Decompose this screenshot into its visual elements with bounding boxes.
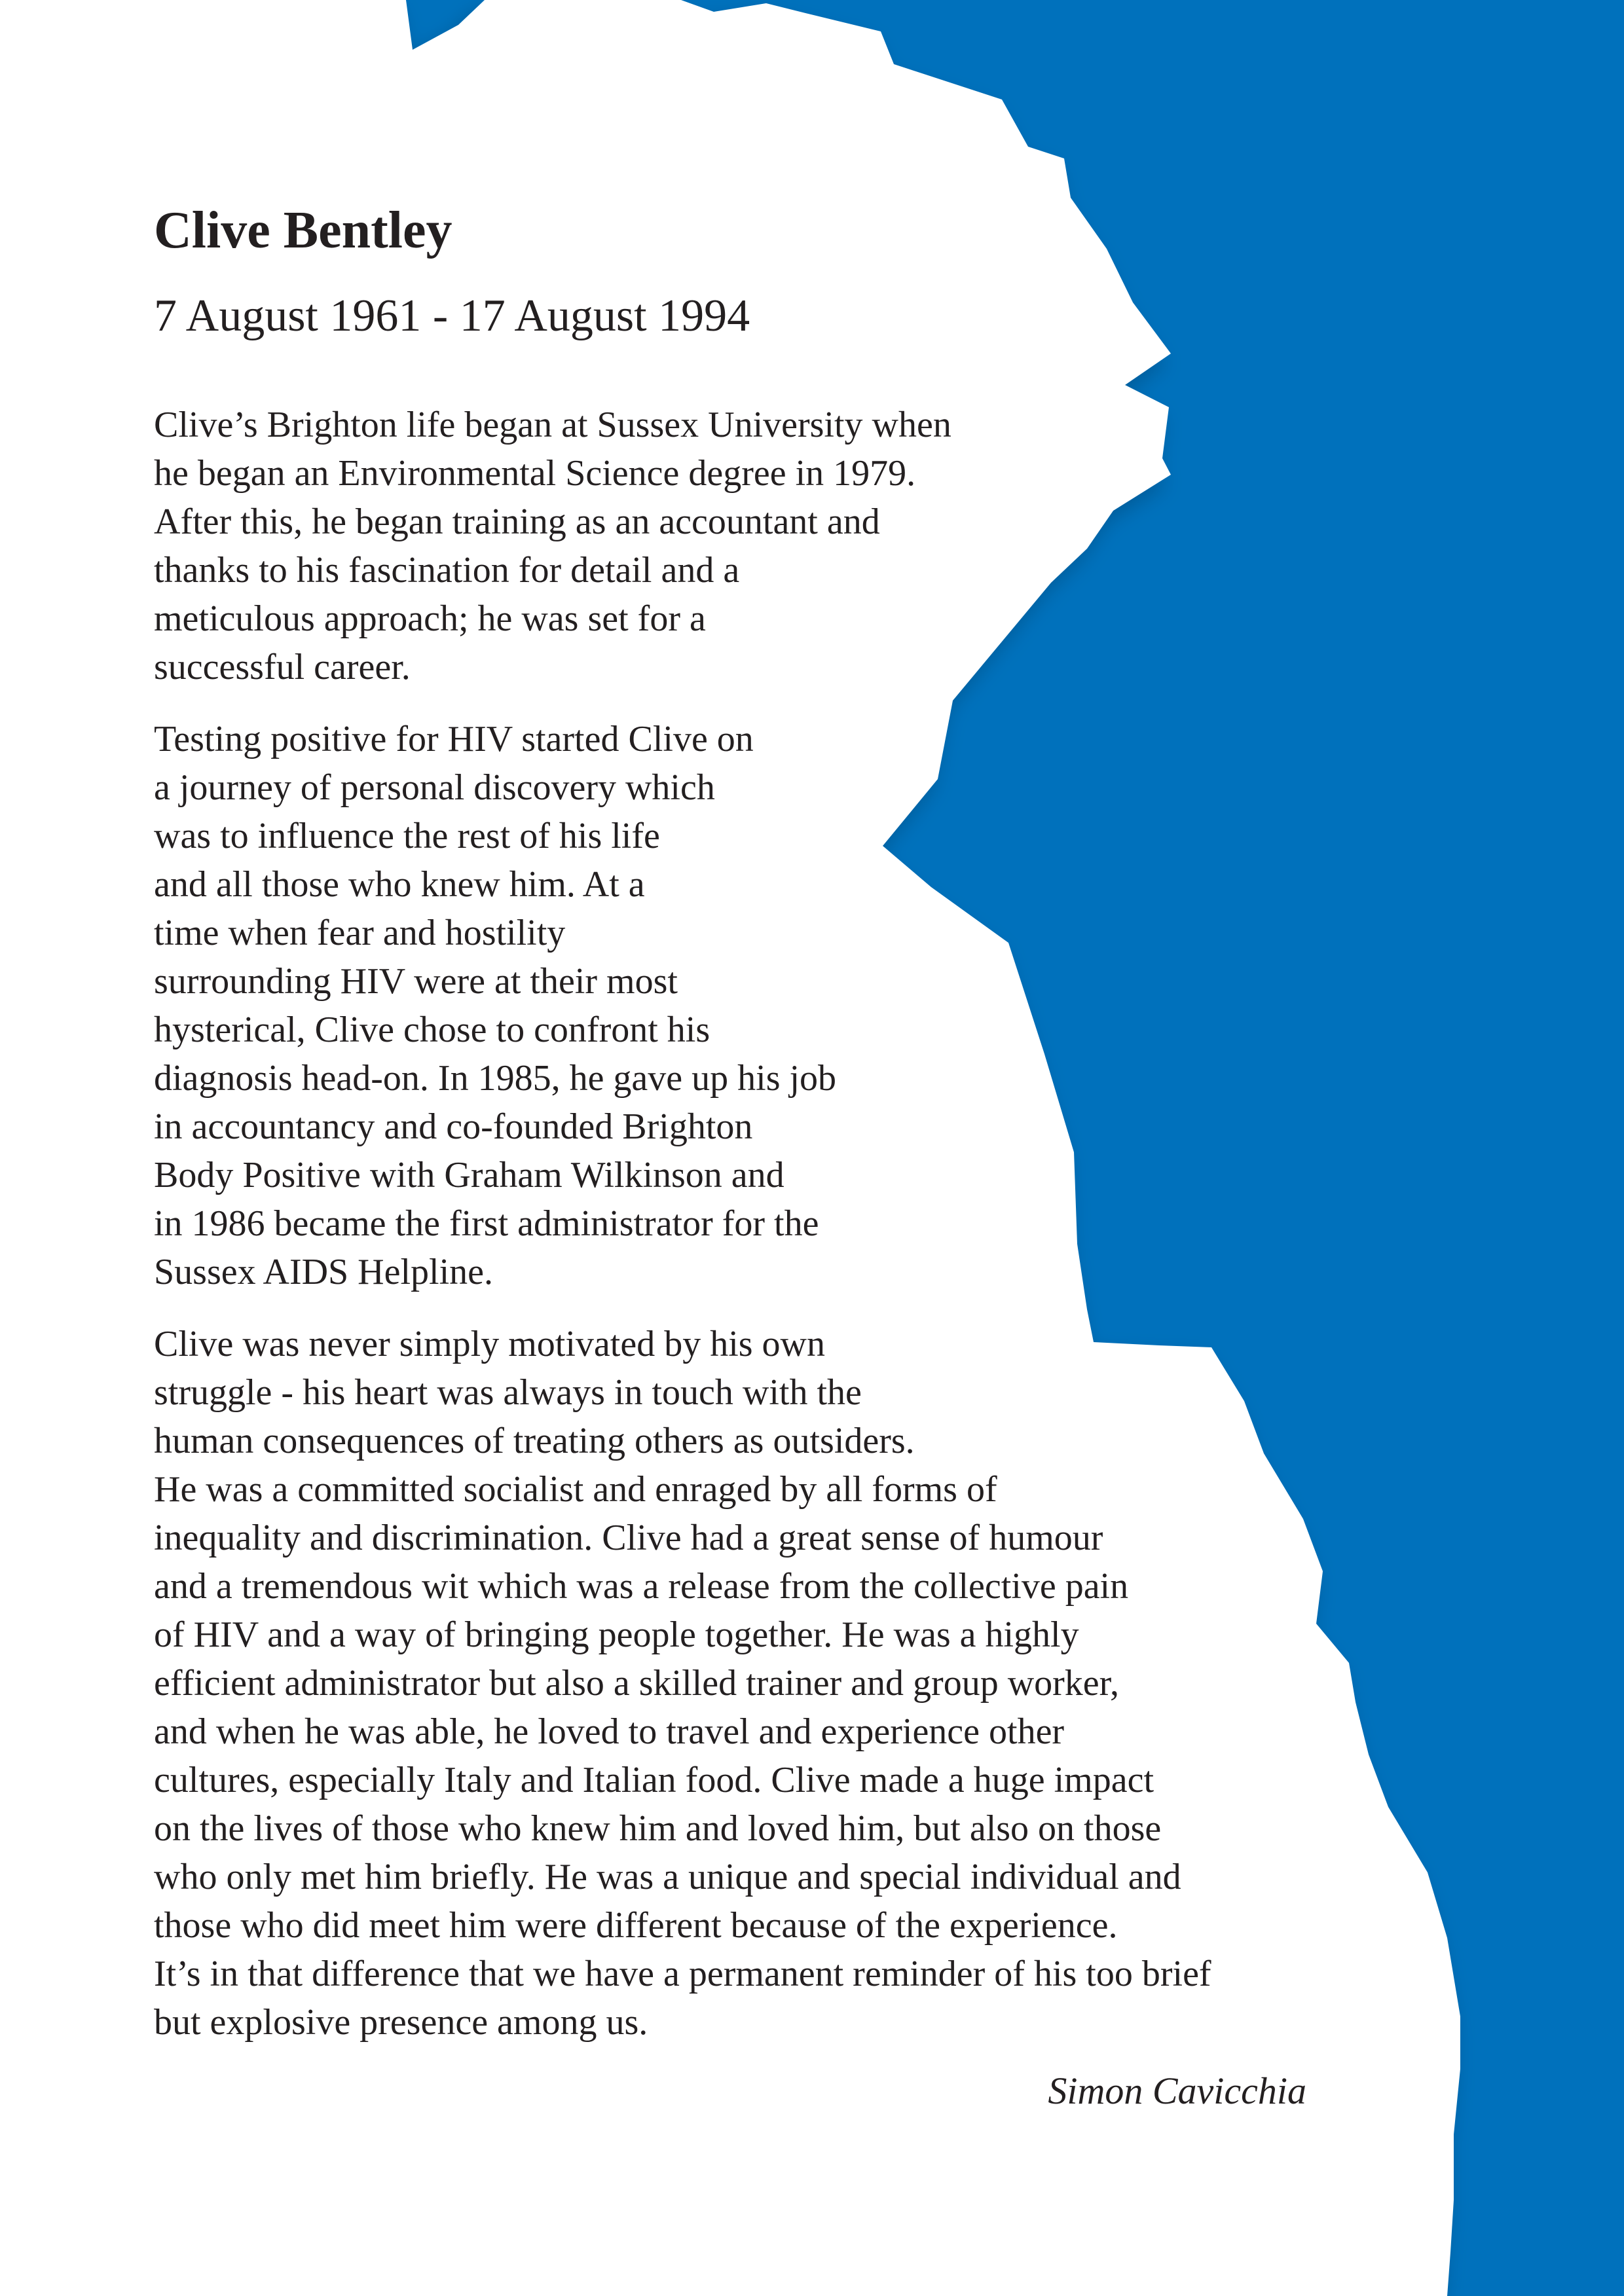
text-line: Clive was never simply motivated by his own <box>154 1324 825 1364</box>
text-line: thanks to his fascination for detail and a <box>154 550 740 591</box>
text-line: but explosive presence among us. <box>154 2002 648 2043</box>
text-line: he began an Environmental Science degree in 1979. <box>154 453 916 494</box>
text-line: and a tremendous wit which was a release from the collective pain <box>154 1566 1129 1607</box>
text-line: those who did meet him were different because of the experience. <box>154 1905 1118 1946</box>
text-line: time when fear and hostility <box>154 913 566 953</box>
text-line: struggle - his heart was always in touch with the <box>154 1372 862 1413</box>
life-dates: 7 August 1961 - 17 August 1994 <box>154 291 750 341</box>
text-line: meticulous approach; he was set for a <box>154 598 706 639</box>
text-line: surrounding HIV were at their most <box>154 961 678 1002</box>
biography-paragraph-2 <box>154 715 836 1296</box>
text-line: Sussex AIDS Helpline. <box>154 1252 493 1292</box>
text-line: on the lives of those who knew him and loved him, but also on those <box>154 1808 1162 1849</box>
text-line: Body Positive with Graham Wilkinson and <box>154 1155 784 1195</box>
text-line: and all those who knew him. At a <box>154 864 645 905</box>
text-line: human consequences of treating others as outsiders. <box>154 1421 915 1461</box>
text-line: Testing positive for HIV started Clive on <box>154 719 754 759</box>
text-line: successful career. <box>154 647 411 687</box>
text-line: in 1986 became the first administrator for the <box>154 1203 819 1244</box>
text-line: hysterical, Clive chose to confront his <box>154 1010 710 1050</box>
text-line: diagnosis head-on. In 1985, he gave up his job <box>154 1058 837 1099</box>
biography-paragraph-1 <box>154 401 951 691</box>
text-line: He was a committed socialist and enraged by all forms of <box>154 1469 997 1510</box>
text-line: a journey of personal discovery which <box>154 767 715 808</box>
text-line: who only met him briefly. He was a unique and special individual and <box>154 1857 1181 1897</box>
text-line: Clive’s Brighton life began at Sussex University when <box>154 405 951 445</box>
person-name: Clive Bentley <box>154 202 452 259</box>
text-line: of HIV and a way of bringing people together. He was a highly <box>154 1614 1079 1655</box>
text-line: efficient administrator but also a skilled trainer and group worker, <box>154 1663 1120 1704</box>
text-line: in accountancy and co-founded Brighton <box>154 1106 753 1147</box>
text-line: cultures, especially Italy and Italian food. Clive made a huge impact <box>154 1760 1154 1800</box>
text-line: It’s in that difference that we have a permanent reminder of his too brief <box>154 1954 1211 1994</box>
text-line: was to influence the rest of his life <box>154 816 660 856</box>
author-signature: Simon Cavicchia <box>1048 2069 1306 2112</box>
text-line: and when he was able, he loved to travel and experience other <box>154 1711 1065 1752</box>
text-line: inequality and discrimination. Clive had a great sense of humour <box>154 1518 1103 1558</box>
biography-paragraph-3 <box>154 1320 1211 2047</box>
text-line: After this, he began training as an accountant and <box>154 501 880 542</box>
